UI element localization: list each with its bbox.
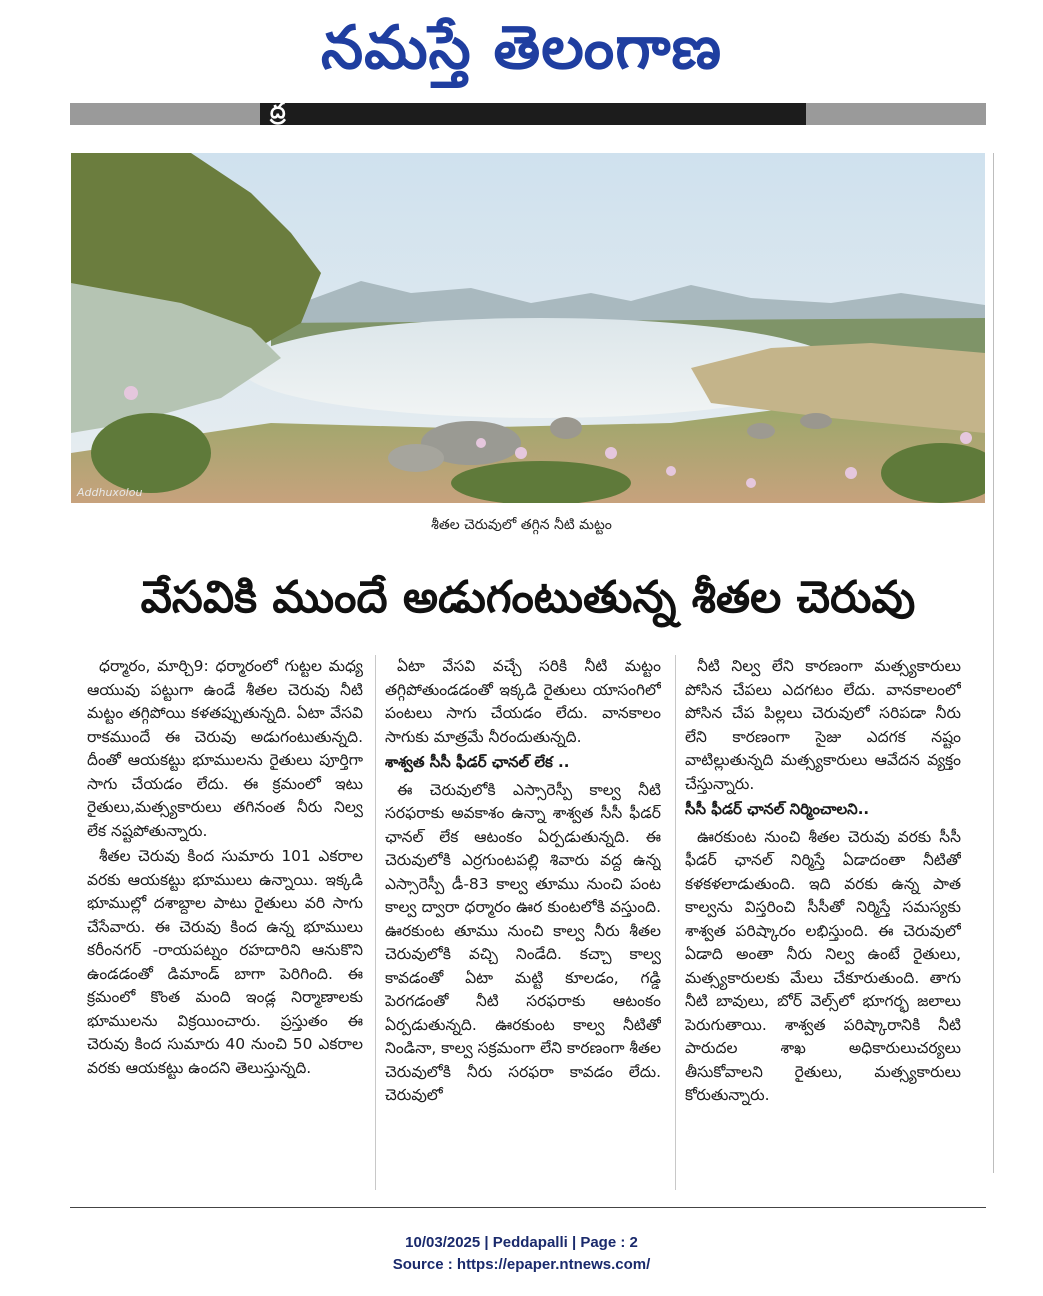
article-headline: వేసవికి ముందే అడుగంటుతున్న శీతల చెరువు bbox=[140, 572, 916, 623]
article-column-3 bbox=[685, 655, 961, 1190]
masthead-title: నమస్తే తెలంగాణ bbox=[320, 13, 723, 83]
paragraph: నీటి నిల్వ లేని కారణంగా మత్స్యకారులు పోసిన చేపలు ఎదగటం లేదు. వానకాలంలో పోసిన చేప పిల్లలు చెరువులో సరిపడా నీరు లేని కారణంగా సైజు ఎదగక నష్టం వాటిల్లుతున్నది మత్స్యకారులు ఆవేదన వ్యక్తం చేస్తున్నారు. bbox=[685, 657, 961, 793]
article-body bbox=[87, 655, 987, 1195]
paragraph: ఊరకుంట నుంచి శీతల చెరువు వరకు సీసీ ఫీడర్ ఛానల్ నిర్మిస్తే ఏడాదంతా నీటితో కళకళలాడుతుంది. ఇది వరకు ఉన్న పాత కాల్వను విస్తరించి సీసీతో నిర్మిస్తే సమస్యకు శాశ్వత పరిష్కారం లభిస్తుంది. ఈ చెరువులో ఏడాది అంతా నీరు నిల్వ ఉంటే రైతులు, మత్స్యకారులకు మేలు చేకూరుతుంది. తాగు నీటి బావులు, బోర్ వెల్స్‌లో భూగర్భ జలాలు పెరుగుతాయి. శాశ్వత పరిష్కారానికి నీటి పారుదల శాఖ అధికారులుచర్యలు తీసుకోవాలని రైతులు, మత్స్యకారులు కోరుతున్నారు. bbox=[685, 827, 961, 1104]
photo-watermark: Addhuxolou bbox=[77, 486, 143, 499]
section-banner bbox=[70, 99, 986, 125]
footer-source-line: Source : https://epaper.ntnews.com/ bbox=[392, 1256, 651, 1273]
section-banner-inner bbox=[260, 103, 806, 125]
section-glyph-icon: ద్ర bbox=[270, 99, 286, 124]
paragraph: ఏటా వేసవి వచ్చే సరికి నీటి మట్టం తగ్గిపోతుండడంతో ఇక్కడి రైతులు యాసంగిలో పంటలు సాగు చేయడం లేదు. వానకాలం సాగుకు మాత్రమే నీరందుతున్నది. bbox=[385, 657, 661, 746]
paragraph: ఈ చెరువులోకి ఎస్సారెస్పీ కాల్వ నీటి సరఫరాకు అవకాశం ఉన్నా శాశ్వత సీసీ ఫీడర్ ఛానల్ లేక ఆటంకం ఏర్పడుతున్నది. ఈ చెరువులోకి ఎర్రగుంటపల్లి శివారు వద్ద ఉన్న ఎస్సారెస్పీ డీ-83 కాల్వ తూము నుంచి పంట కాల్వ ద్వారా ధర్మారం ఊర కుంటలోకి వస్తుంది. ఊరకుంట తూము నుంచి కాల్వ నీరు శీతల చెరువులోకి వచ్చి నిండేది. కచ్చా కాల్వ కావడంతో ఏటా మట్టి కూలడం, గడ్డి పెరగడంతో నీటి సరఫరాకు ఆటంకం ఏర్పడుతున్నది. ఊరకుంట కాల్వ నీటితో నిండినా, కాల్వ సక్రమంగా లేని కారణంగా శీతల చెరువులోకి నీరు సరఫరా కావడం లేదు. చెరువులో bbox=[385, 780, 661, 1104]
bottom-divider bbox=[70, 1207, 986, 1208]
column-divider bbox=[675, 655, 676, 1190]
photo-caption: శీతల చెరువులో తగ్గిన నీటి మట్టం bbox=[431, 517, 612, 533]
lake-photo bbox=[71, 153, 985, 503]
article-column-2 bbox=[385, 655, 661, 1190]
subheading: శాశ్వత సీసీ ఫీడర్ ఛానల్ లేక .. bbox=[385, 753, 570, 771]
paragraph: ధర్మారం, మార్చి9: ధర్మారంలో గుట్టల మధ్య ఆయువు పట్టుగా ఉండే శీతల చెరువు నీటి మట్టం తగ్గిపోయి కళతప్పుతున్నది. ఏటా వేసవి రాకముందే ఈ చెరువు అడుగంటుతున్నది. దీంతో ఆయకట్టు భూములను రైతులు పూర్తిగా సాగు చేయడం లేదు. ఈ క్రమంలో ఇటు రైతులు,మత్స్యకారులు తగినంత నీరు నిల్వ లేక నష్టపోతున్నారు. bbox=[87, 657, 363, 840]
column-divider bbox=[375, 655, 376, 1190]
page-footer bbox=[0, 1232, 1043, 1276]
subheading: సీసీ ఫీడర్ ఛానల్ నిర్మించాలని.. bbox=[685, 800, 870, 818]
margin-rule bbox=[993, 153, 994, 1173]
footer-date-line: 10/03/2025 | Peddapalli | Page : 2 bbox=[405, 1234, 638, 1251]
paragraph: శీతల చెరువు కింద సుమారు 101 ఎకరాల వరకు ఆయకట్టు భూములు ఉన్నాయి. ఇక్కడి భూముల్లో దశాబ్దాల పాటు రైతులు వరి సాగు చేసేవారు. ఈ చెరువు కింద ఉన్న భూములు కరీంనగర్ -రాయపట్నం రహదారిని ఆనుకొని ఉండడంతో డిమాండ్ బాగా పెరిగింది. ఈ క్రమంలో కొంత మంది ఇండ్ల నిర్మాణాలకు భూములను విక్రయించారు. ప్రస్తుతం ఈ చెరువు కింద సుమారు 40 నుంచి 50 ఎకరాల వరకు ఆయకట్టు ఉందని తెలుస్తున్నది. bbox=[87, 847, 363, 1077]
article-column-1 bbox=[87, 655, 363, 1190]
